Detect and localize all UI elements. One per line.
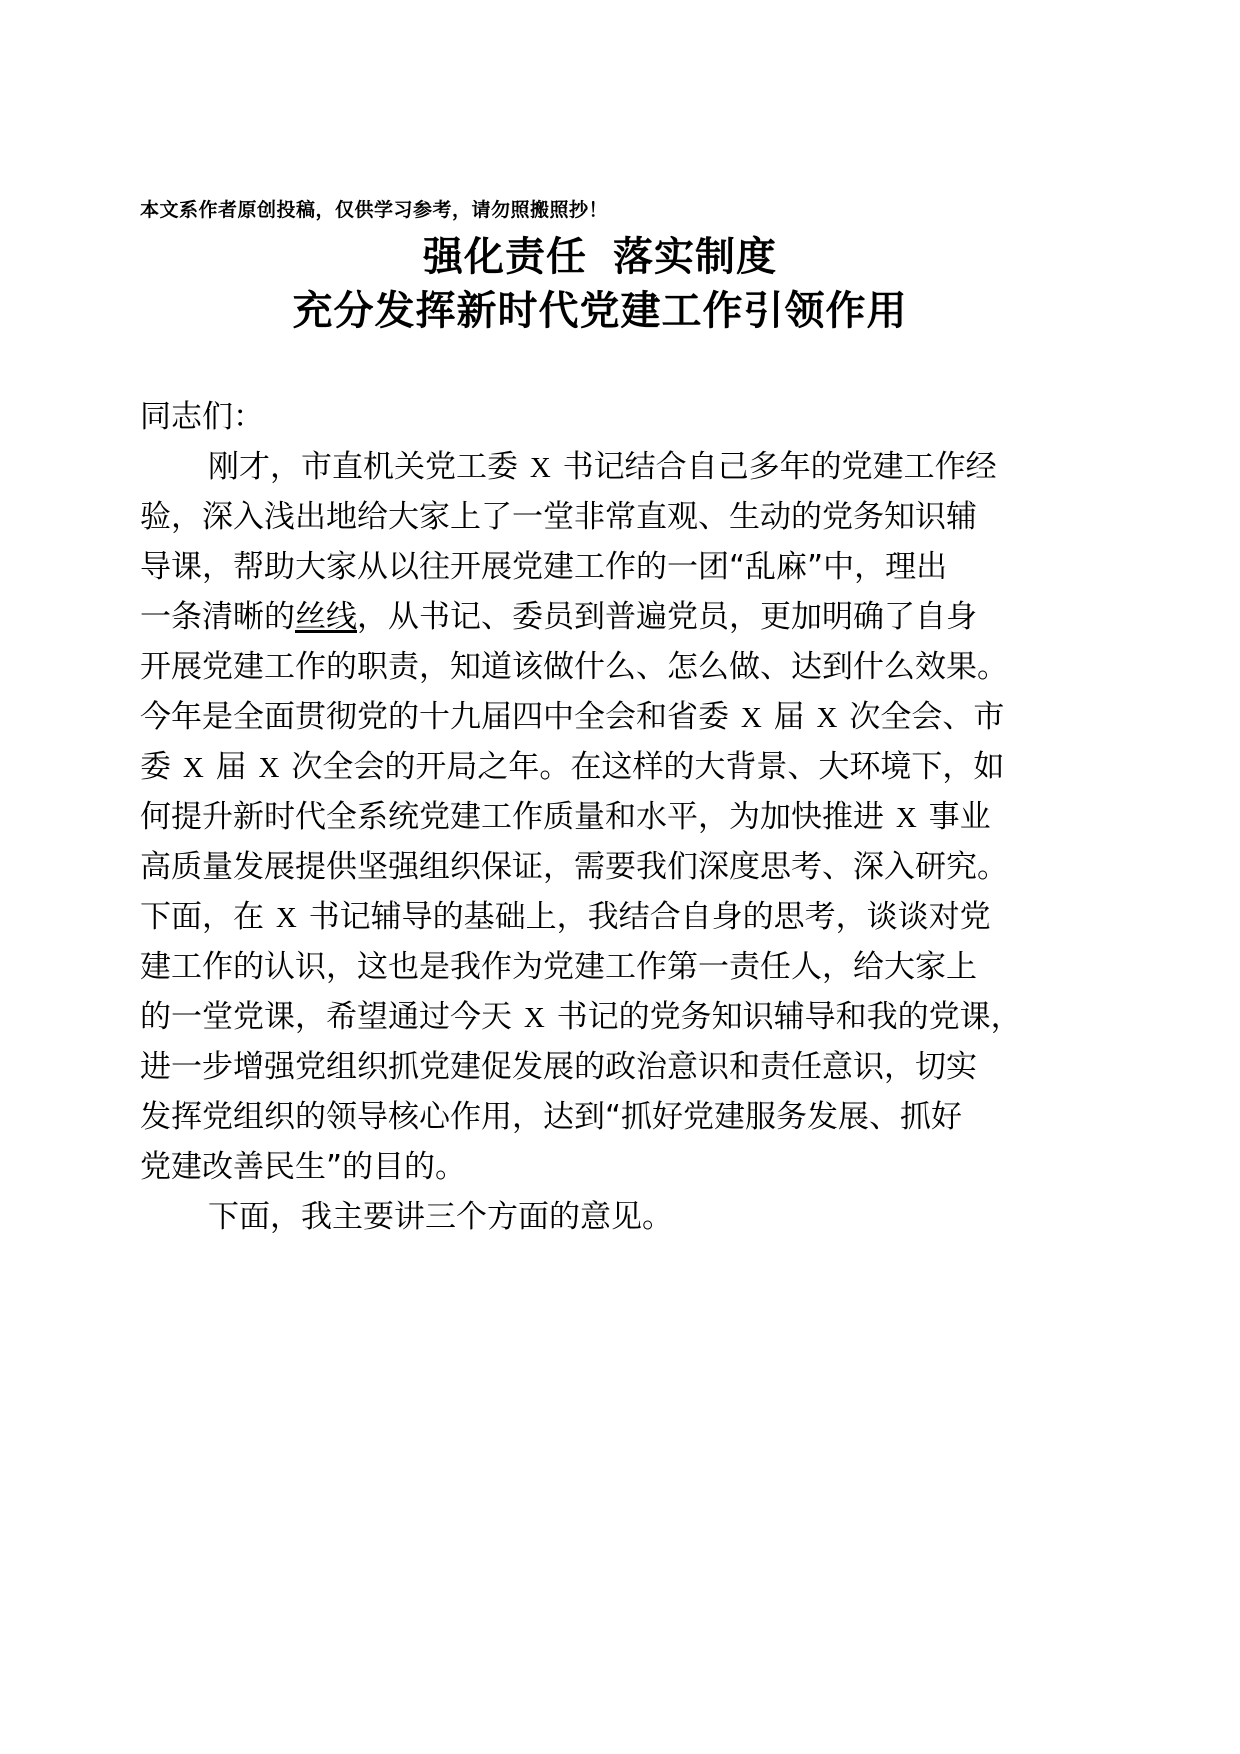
- placeholder-letter: X: [275, 902, 297, 934]
- body-line: 党建改善民生”的目的。: [140, 1149, 467, 1185]
- body-line-with-underlined-term: [140, 592, 1060, 642]
- body-line: [140, 1192, 1060, 1242]
- title-line-1-part-b: 落实制度: [613, 234, 777, 280]
- page-title: [140, 230, 1060, 338]
- title-line-1-part-a: 强化责任: [423, 234, 587, 280]
- body-line: 今年是全面贯彻党的十九届四中全会和省委 X 届 X 次全会、市: [140, 699, 1005, 735]
- placeholder-letter: X: [523, 1002, 545, 1034]
- placeholder-letter: X: [816, 702, 838, 734]
- title-line-1: [140, 230, 1060, 284]
- title-line-2: 充分发挥新时代党建工作引领作用: [292, 288, 908, 334]
- body-line: 的一堂党课，希望通过今天 X 书记的党务知识辅导和我的党课，: [140, 999, 1022, 1035]
- body-line: 高质量发展提供坚强组织保证，需要我们深度思考、深入研究。: [140, 849, 1008, 885]
- salutation: 同志们：: [140, 399, 264, 435]
- placeholder-letter: X: [740, 702, 762, 734]
- paragraph-2: [140, 1192, 1060, 1242]
- body-line-text: 刚才，市直机关党工委 X 书记结合自己多年的党建工作经: [208, 449, 997, 485]
- body-line: 何提升新时代全系统党建工作质量和水平，为加快推进 X 事业: [140, 799, 991, 835]
- body-line: 建工作的认识，这也是我作为党建工作第一责任人，给大家上: [140, 949, 977, 985]
- paragraph-1: [140, 442, 1060, 1192]
- disclaimer-note: 本文系作者原创投稿，仅供学习参考，请勿照搬照抄！: [140, 199, 609, 221]
- placeholder-letter: X: [529, 452, 551, 484]
- body-line: 导课，帮助大家从以往开展党建工作的一团“乱麻”中，理出: [140, 549, 948, 585]
- body-line: 进一步增强党组织抓党建促发展的政治意识和责任意识，切实: [140, 1049, 977, 1085]
- body-line: 开展党建工作的职责，知道该做什么、怎么做、达到什么效果。: [140, 649, 1008, 685]
- body-line: 发挥党组织的领导核心作用，达到“抓好党建服务发展、抓好: [140, 1099, 963, 1135]
- body-line: 验，深入浅出地给大家上了一堂非常直观、生动的党务知识辅: [140, 499, 977, 535]
- underlined-term: 丝线: [295, 599, 357, 635]
- document-content: [140, 196, 1060, 1242]
- placeholder-letter: X: [258, 752, 280, 784]
- placeholder-letter: X: [895, 802, 917, 834]
- body-line-text: 下面，我主要讲三个方面的意见。: [208, 1199, 673, 1235]
- placeholder-letter: X: [182, 752, 204, 784]
- body-line: [140, 442, 1060, 492]
- body-line-text: 一条清晰的丝线，从书记、委员到普遍党员，更加明确了自身: [140, 599, 977, 635]
- body-line: 下面，在 X 书记辅导的基础上，我结合自身的思考，谈谈对党: [140, 899, 991, 935]
- body-line: 委 X 届 X 次全会的开局之年。在这样的大背景、大环境下，如: [140, 749, 1005, 785]
